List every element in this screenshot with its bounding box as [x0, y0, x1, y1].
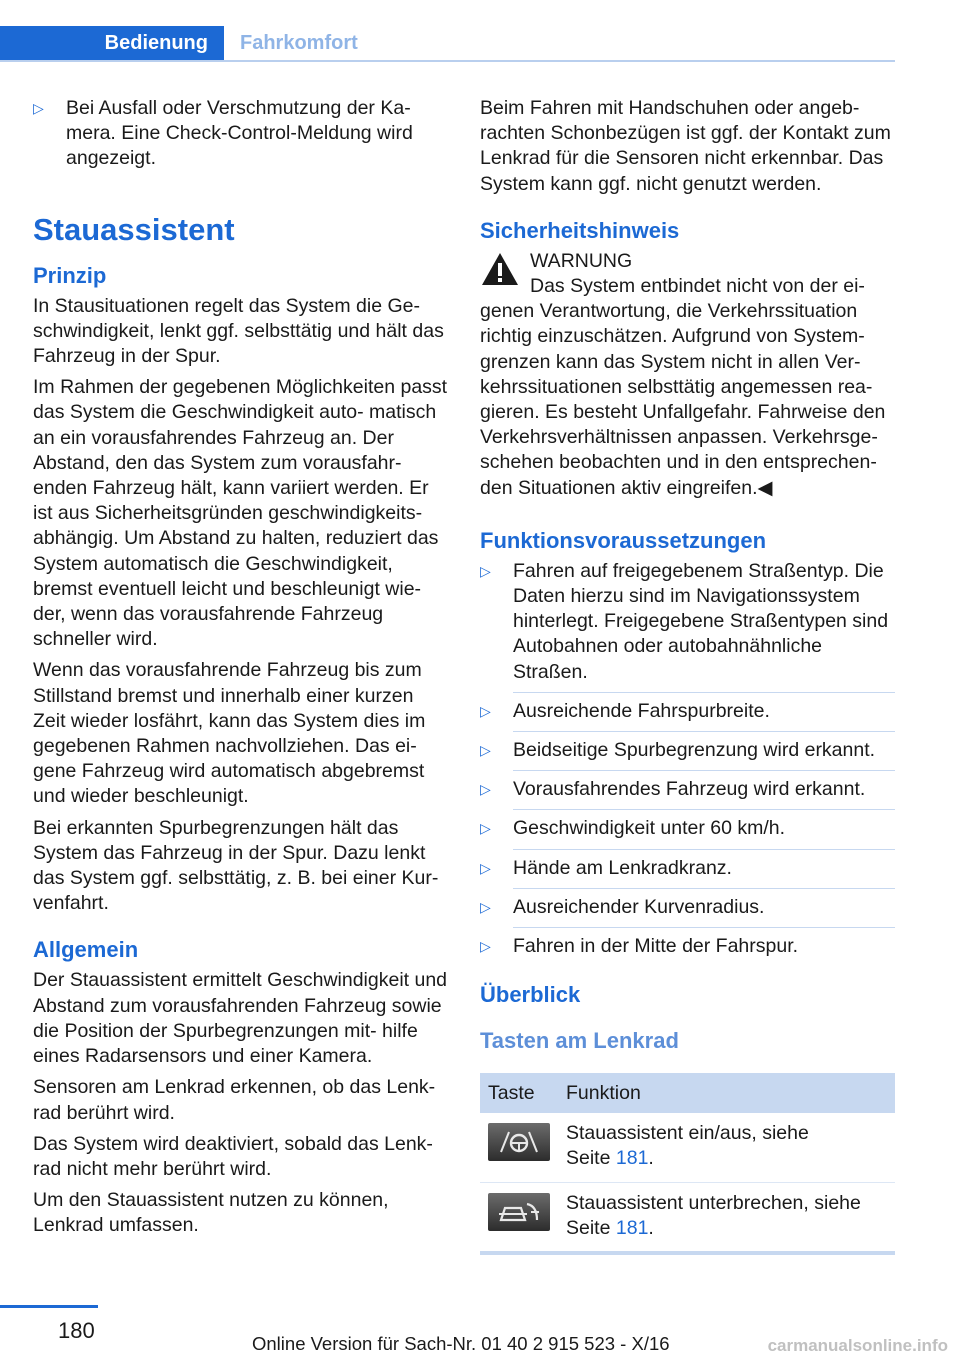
row-text: Stauassistent ein/aus, siehe	[566, 1122, 809, 1145]
warning-triangle-icon	[480, 251, 520, 287]
heading-ueberblick: Überblick	[480, 982, 581, 1008]
divider	[513, 927, 895, 928]
requirements-list	[480, 559, 895, 959]
list-item	[33, 96, 448, 172]
list-item: ▷ Fahren auf freigegebenem Straßentyp. Die Daten hierzu sind im Navigationssystem hinterlegt. Freigegebene Straßentypen sind Autobahnen oder autobahnähnliche Straßen.	[480, 559, 895, 685]
steering-wheel-assist-icon	[488, 1123, 550, 1161]
warning-block	[480, 249, 895, 501]
tab-bedienung[interactable]: Bedienung	[0, 26, 224, 60]
heading-allgemein: Allgemein	[33, 937, 139, 963]
online-version-note: Online Version für Sach-Nr. 01 40 2 915 523 - X/16	[252, 1333, 670, 1354]
paragraph: Sensoren am Lenkrad erkennen, ob das Lenk‐ rad berührt wird.	[33, 1076, 436, 1124]
header-divider	[0, 60, 895, 62]
triangle-bullet-icon: ▷	[480, 562, 491, 579]
interrupt-assist-icon	[488, 1193, 550, 1231]
watermark: carmanualsonline.info	[767, 1336, 948, 1355]
triangle-bullet-icon: ▷	[480, 938, 491, 955]
triangle-bullet-icon: ▷	[480, 820, 491, 837]
row-text: Stauassistent unterbrechen, siehe	[566, 1191, 861, 1214]
page-number-rule	[0, 1305, 98, 1308]
tab-fahrkomfort[interactable]: Fahrkomfort	[240, 31, 358, 54]
right-column	[480, 96, 895, 1255]
list-item: ▷ Vorausfahrendes Fahrzeug wird erkannt.	[480, 777, 895, 802]
paragraph: In Stausituationen regelt das System die Ge‐ schwindigkeit, lenkt ggf. selbsttätig und hält das Fahrzeug in der Spur.	[33, 294, 444, 368]
triangle-bullet-icon: ▷	[480, 742, 491, 759]
table-row: Stauassistent ein/aus, siehe Seite 181.	[480, 1113, 895, 1182]
page-link[interactable]: 181	[615, 1147, 649, 1170]
divider	[513, 692, 895, 693]
list-item: ▷ Ausreichender Kurvenradius.	[480, 895, 895, 920]
header-tabs	[0, 26, 895, 62]
heading-tasten-am-lenkrad: Tasten am Lenkrad	[480, 1028, 679, 1054]
triangle-bullet-icon: ▷	[33, 100, 44, 116]
bullet-text: Bei Ausfall oder Verschmutzung der Ka‐ mera. Eine Check-Control-Meldung wird angezeigt.	[66, 97, 413, 170]
paragraph: Um den Stauassistent nutzen zu können, Lenkrad umfassen.	[33, 1189, 389, 1237]
warning-label: WARNUNG	[530, 249, 633, 272]
triangle-bullet-icon: ▷	[480, 898, 491, 915]
paragraph: Wenn das vorausfahrende Fahrzeug bis zum Stillstand bremst und innerhalb einer kurzen Zeit wieder losfährt, kann das System dies im gegebenen Rahmen nachvollziehen. Das ei‐ gene Fahrzeug wird automatisch abgebremst und wieder beschleunigt.	[33, 659, 426, 808]
list-item: ▷ Ausreichende Fahrspurbreite.	[480, 699, 895, 724]
triangle-bullet-icon: ▷	[480, 859, 491, 876]
warning-text: Das System entbindet nicht von der ei‐ genen Verantwortung, die Verkehrssituation richtig einzuschätzen. Aufgrund von System‐ grenzen kann das System nicht in allen Ver‐ kehrssituationen selbsttätig angemessen rea‐ gieren. Es besteht Unfallgefahr. Fahrweise den Verkehrsverhältnissen anpassen. Verkehrsge‐ schehen beobachten und in den entsprechen‐ den Situationen aktiv eingreifen.◀	[480, 275, 886, 499]
list-item: ▷ Hände am Lenkradkranz.	[480, 856, 895, 881]
paragraph: Der Stauassistent ermittelt Geschwindigkeit und Abstand zum vorausfahrenden Fahrzeug sowie die Position der Spurbegrenzungen mit‐ hilfe eines Radarsensors und einer Kamera.	[33, 969, 448, 1068]
paragraph: Beim Fahren mit Handschuhen oder angeb‐ rachten Schonbezügen ist ggf. der Kontakt zum Lenkrad für die Sensoren nicht erkennbar. Das System kann ggf. nicht genutzt werden.	[480, 97, 891, 195]
heading-prinzip: Prinzip	[33, 262, 107, 288]
list-item: ▷ Geschwindigkeit unter 60 km/h.	[480, 816, 895, 841]
section-title: Stauassistent	[33, 211, 235, 247]
paragraph: Im Rahmen der gegebenen Möglichkeiten passt das System die Geschwindigkeit auto‐ matisch an ein vorausfahrendes Fahrzeug an. Der Abstand, den das System zum vorausfahr‐ enden Fahrzeug hält, kann variiert werden. Er ist aus Sicherheitsgründen geschwindigkeits‐ abhängig. Um Abstand zu halten, reduziert das System automatisch die Geschwindigkeit, bremst eventuell leicht und beschleunigt wie‐ der, wenn das vorausfahrende Fahrzeug schneller wird.	[33, 376, 448, 651]
divider	[513, 849, 895, 850]
divider	[513, 770, 895, 771]
divider	[513, 809, 895, 810]
list-item: ▷ Fahren in der Mitte der Fahrspur.	[480, 934, 895, 959]
heading-sicherheitshinweis: Sicherheitshinweis	[480, 217, 680, 243]
triangle-bullet-icon: ▷	[480, 702, 491, 719]
heading-funktionsvoraussetzungen: Funktionsvoraussetzungen	[480, 527, 767, 553]
left-column	[33, 96, 448, 1245]
paragraph: Das System wird deaktiviert, sobald das Lenk‐ rad nicht mehr berührt wird.	[33, 1132, 433, 1180]
table-header-row	[480, 1073, 895, 1113]
buttons-table	[480, 1073, 895, 1255]
divider	[513, 731, 895, 732]
column-header-taste: Taste	[480, 1073, 558, 1113]
page-number: 180	[58, 1318, 95, 1343]
page-link[interactable]: 181	[615, 1216, 649, 1239]
paragraph: Bei erkannten Spurbegrenzungen hält das System das Fahrzeug in der Spur. Dazu lenkt das System ggf. selbsttätig, z. B. bei einer Kur‐ venfahrt.	[33, 816, 439, 915]
divider	[513, 888, 895, 889]
triangle-bullet-icon: ▷	[480, 781, 491, 798]
column-header-funktion: Funktion	[558, 1073, 895, 1113]
table-row: Stauassistent unterbrechen, siehe Seite 181.	[480, 1182, 895, 1253]
list-item: ▷ Beidseitige Spurbegrenzung wird erkannt.	[480, 738, 895, 763]
